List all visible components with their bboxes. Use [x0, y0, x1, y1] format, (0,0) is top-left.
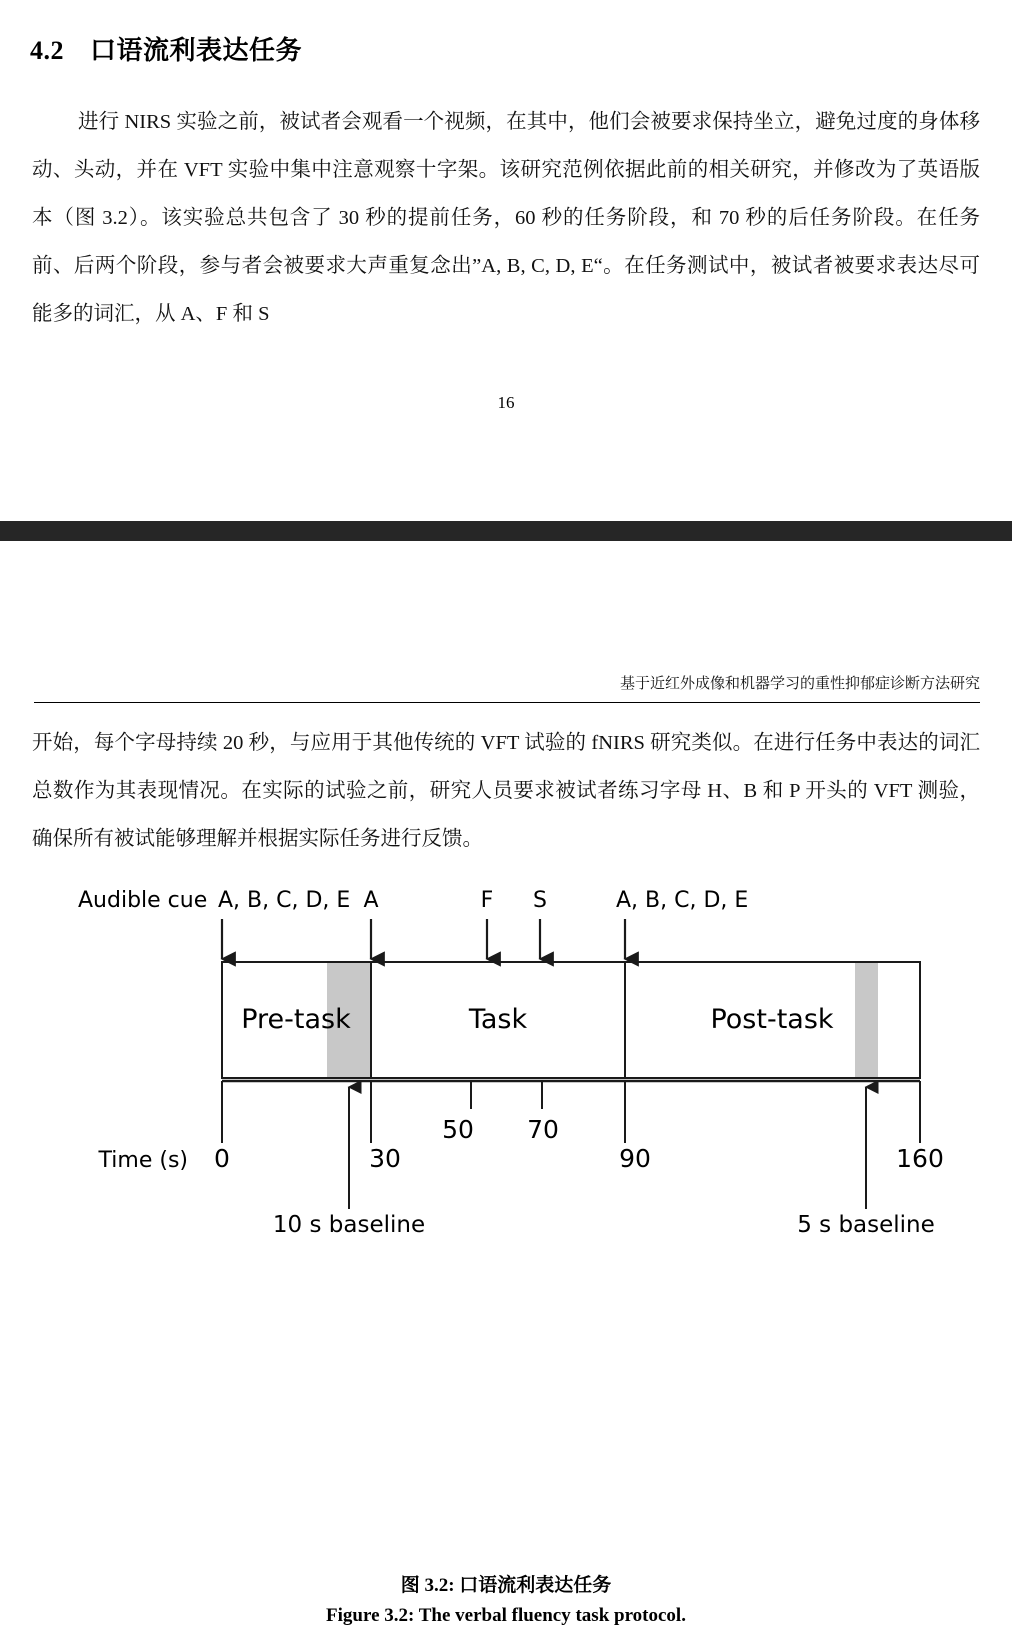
header-rule [34, 702, 980, 703]
running-head: 基于近红外成像和机器学习的重性抑郁症诊断方法研究 [619, 676, 980, 692]
figure-caption-cn: 图 3.2: 口语流利表达任务 [400, 1575, 612, 1596]
figure-caption-en: Figure 3.2: The verbal fluency task protocol. [326, 1605, 686, 1626]
phase-label-post-task: Post-task [710, 1004, 834, 1035]
time-axis-label: Time (s) [98, 1148, 188, 1173]
figure-caption [0, 1571, 1012, 1631]
page-fragment-lower [0, 541, 1012, 1626]
phase-label-pre-task: Pre-task [241, 1004, 351, 1035]
cue-label-5: A, B, C, D, E [616, 888, 749, 913]
vft-protocol-diagram [0, 879, 1012, 1279]
paragraph-first: 进行 NIRS 实验之前，被试者会观看一个视频，在其中，他们会被要求保持坐立，避免过度的身体移动、头动，并在 VFT 实验中集中注意观察十字架。该研究范例依据此前的相关研究，并修改为了英语版本（图 3.2）。该实验总共包含了 30 秒的提前任务，60 秒的任务阶段，和 70 秒的后任务阶段。在任务前、后两个阶段，参与者会被要求大声重复念出”A, B, C, D, E“。在任务测试中，被试者被要求表达尽可能多的词汇，从 A、F 和 S [32, 111, 980, 325]
scan-separator-band [0, 521, 1012, 541]
time-tick-label-160: 160 [896, 1144, 944, 1173]
section-number: 4.2 [30, 36, 64, 65]
time-tick-label-90: 90 [619, 1144, 651, 1173]
cue-label-4: S [533, 888, 547, 913]
baseline-label-5s: 5 s baseline [797, 1212, 935, 1238]
section-heading [30, 30, 302, 67]
paragraph-second: 开始，每个字母持续 20 秒，与应用于其他传统的 VFT 试验的 fNIRS 研究类似。在进行任务中表达的词汇总数作为其表现情况。在实际的试验之前，研究人员要求被试者练习字母 H、B 和 P 开头的 VFT 测验，确保所有被试能够理解并根据实际任务进行反馈。 [32, 732, 980, 850]
figure-3-2 [0, 879, 1012, 1626]
page-fragment-upper [0, 0, 1012, 521]
cue-label-1: A, B, C, D, E [218, 888, 351, 913]
cue-label-3: F [480, 888, 494, 913]
section-title: 口语流利表达任务 [90, 36, 303, 65]
time-tick-label-50: 50 [442, 1115, 474, 1144]
time-tick-label-0: 0 [214, 1144, 230, 1173]
audible-cue-label: Audible cue [78, 888, 208, 913]
page-number: 16 [497, 393, 515, 412]
phase-label-task: Task [468, 1004, 528, 1035]
time-tick-label-70: 70 [527, 1115, 559, 1144]
baseline-label-10s: 10 s baseline [272, 1212, 426, 1238]
cue-label-2: A [363, 888, 379, 913]
time-tick-label-30: 30 [369, 1144, 401, 1173]
baseline-band-5s [855, 962, 878, 1078]
